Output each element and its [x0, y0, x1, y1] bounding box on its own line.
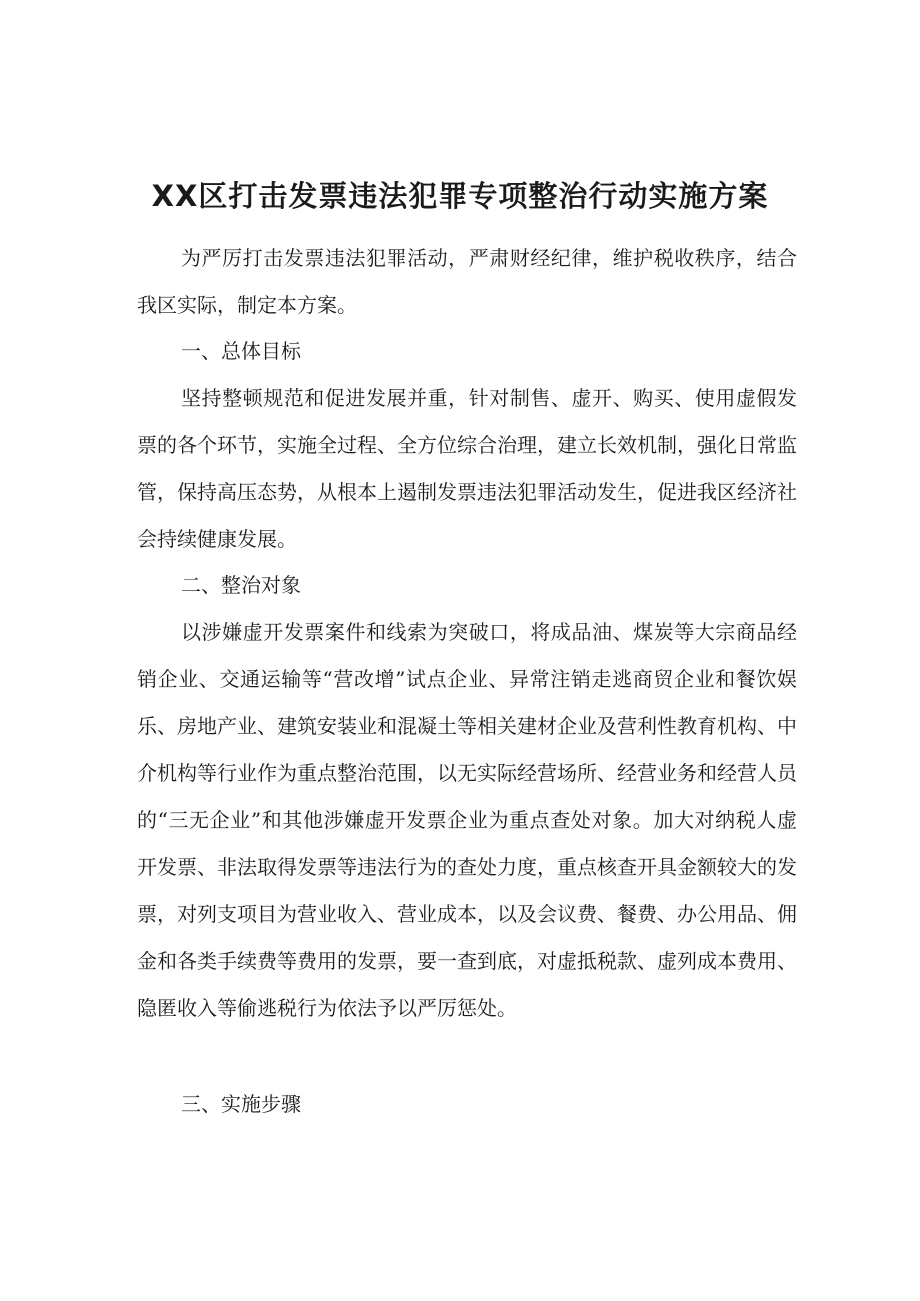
- section-heading-targets: 二、整治对象: [181, 573, 301, 597]
- section-body-goals: 坚持整顿规范和促进发展并重，针对制售、虚开、购买、使用虚假发票的各个环节，实施全过程、全方位综合治理，建立长效机制，强化日常监管，保持高压态势，从根本上遏制发票违法犯罪活动发生，促进我区经济社会持续健康发展。: [137, 386, 797, 551]
- intro-paragraph: 为严厉打击发票违法犯罪活动，严肃财经纪律，维护税收秩序，结合我区实际，制定本方案。: [137, 246, 797, 317]
- document-title: XX区打击发票违法犯罪专项整治行动实施方案: [151, 179, 769, 213]
- section-heading-steps: 三、实施步骤: [181, 1092, 301, 1116]
- section-body-targets: 以涉嫌虚开发票案件和线索为突破口，将成品油、煤炭等大宗商品经销企业、交通运输等“营改增”试点企业、异常注销走逃商贸企业和餐饮娱乐、房地产业、建筑安装业和混凝土等相关建材企业及营利性教育机构、中介机构等行业作为重点整治范围，以无实际经营场所、经营业务和经营人员的“三无企业”和其他涉嫌虚开发票企业为重点查处对象。加大对纳税人虚开发票、非法取得发票等违法行为的查处力度，重点核查开具金额较大的发票，对列支项目为营业收入、营业成本，以及会议费、餐费、办公用品、佣金和各类手续费等费用的发票，要一查到底，对虚抵税款、虚列成本费用、隐匿收入等偷逃税行为依法予以严厉惩处。: [137, 620, 797, 1020]
- section-heading-goals: 一、总体目标: [181, 339, 301, 363]
